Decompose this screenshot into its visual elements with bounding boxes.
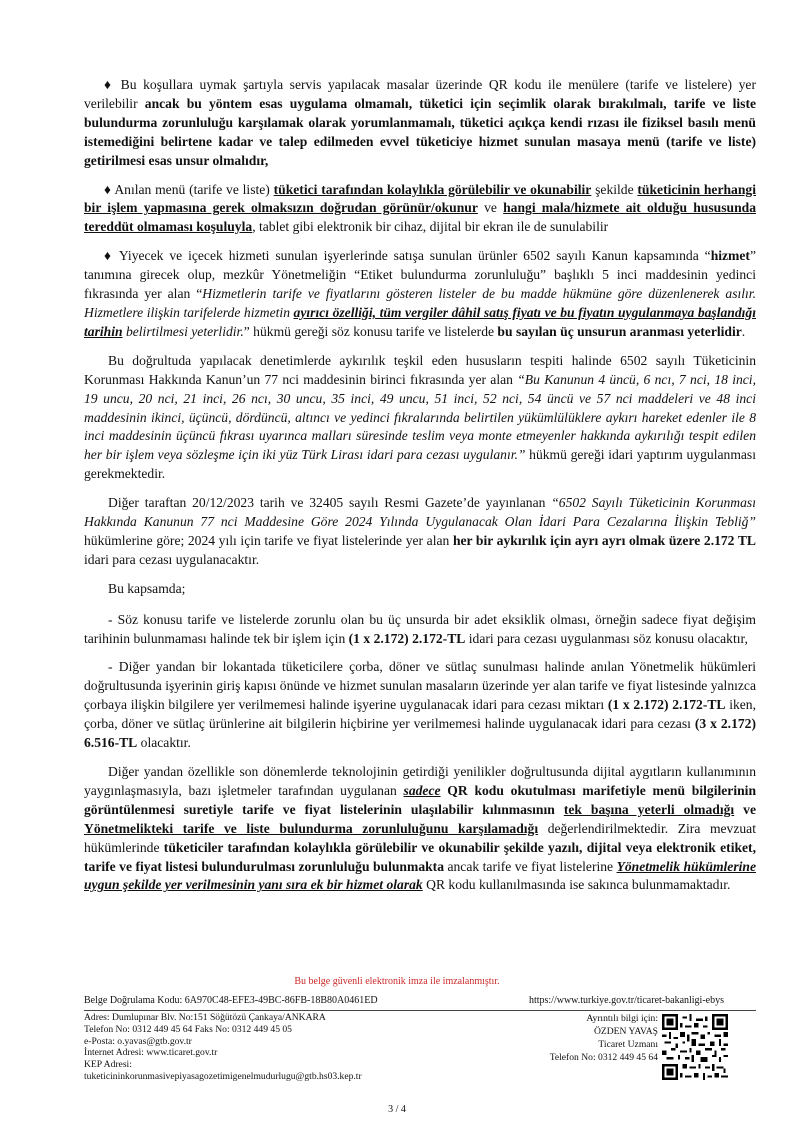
text-run: idari para cezası uygulanması söz konusu olacaktır,	[465, 630, 748, 646]
text-run: idari para cezası uygulanacaktır.	[84, 551, 260, 567]
text-run: ♦ Anılan menü (tarife ve liste)	[104, 181, 274, 197]
text-run: QR kodu kullanılmasında ise sakınca bulunmamaktadır.	[422, 877, 731, 893]
bold-run: her bir aykırılık için ayrı ayrı olmak üzere 2.172 TL	[452, 532, 756, 548]
contact-label: Ayrıntılı bilgi için:	[586, 1013, 658, 1024]
text-run: .	[741, 323, 746, 339]
text-run: - Diğer yandan bir lokantada tüketicilere çorba, döner ve sütlaç sunulması halinde anılan Yönetmelik hükümleri doğrultusunda işyerinin giriş kapısı önünde ve hizmet sunulan masaların üzerinde yer alan tarife ve fiyat listesinde yalnızca çorbaya ilişkin bilgilere yer verilmemesi halinde işyerine uygulanacak idari para cezası miktarı	[84, 659, 756, 713]
text-run: , tablet gibi elektronik bir cihaz, dijital bir ekran ile de sunulabilir	[252, 219, 609, 235]
bold-run: (1 x 2.172) 2.172-TL	[607, 697, 726, 713]
bold-run: ancak bu yöntem esas uygulama olmamalı, tüketici için seçimlik olarak bırakılmalı, tarife ve liste bulundurma zorunluluğu karşılamak olarak yorumlanmamalı, tüketici açıkça kendi rızası ile fiziksel basılı menü istemediğini belirtene kadar ve talep edilmeden evvel tüketiciye hizmet sunulan masaya menü (tarife ve liste) getirilmesi esas unsur olmalıdır,	[84, 95, 757, 168]
text-run: hükmü gereği idari yaptırım uygulanması gerekmektedir.	[84, 447, 757, 482]
text-run: iken, çorba, döner ve sütlaç ürünlerine ait bilgilerin hiçbirine yer verilmemesi halinde uygulanacak idari para cezası	[84, 697, 756, 732]
contact-title: Ticaret Uzmanı	[598, 1039, 658, 1050]
text-run: - Söz konusu tarife ve listelerde zorunlu olan bu üç unsurda bir adet eksiklik olması, örneğin sadece fiyat değişim tarihinin bulunmaması halinde tek bir işlem için	[84, 611, 756, 646]
bold-underline-run: Yönetmelikteki tarife ve liste bulundurma zorunluluğunu karşılamadığı	[84, 820, 539, 836]
verification-bar	[84, 995, 756, 1011]
paragraph-official-gazette	[84, 494, 756, 570]
text-run: ve	[477, 200, 504, 216]
paragraph-digital-menu	[84, 181, 756, 238]
page-number: 3 / 4	[388, 1104, 406, 1115]
italic-run: belirtilmesi yeterlidir.	[122, 323, 244, 339]
paragraph-qr-only-assessment	[84, 763, 756, 895]
footer-address-block	[84, 1012, 514, 1083]
paragraph-scope	[84, 580, 756, 599]
verification-url[interactable]: https://www.turkiye.gov.tr/ticaret-bakanligi-ebys	[528, 995, 724, 1006]
text-run: ” hükmü gereği söz konusu tarife ve listelerde	[243, 323, 498, 339]
text-run: ” tanımına girecek olup, mezkûr Yönetmeliğin “Etiket bulundurma zorunluluğu” başlıklı 5 inci maddesinin yedinci fıkrasında yer alan “	[84, 248, 756, 302]
text-run: Bu kapsamda;	[108, 580, 186, 596]
text-run: Diğer yandan özellikle son dönemlerde teknolojinin getirdiği yenilikler doğrultusunda dijital aygıtların kullanımının yaygınlaşmasıyla, bazı işletmeler tarafından uygulanan	[84, 764, 756, 798]
italic-run: Hizmetlerin tarife ve fiyatlarını gösteren listeler de bu madde hükmüne göre düzenlenerek asılır. Hizmetlere ilişkin tarifelerde hizmetin	[84, 286, 756, 320]
bold-italic-underline-run: sadece	[403, 782, 441, 798]
bold-underline-run: tüketicinin herhangi bir işlem yapmasına gerek olmaksızın doğrudan görünür/okunur	[84, 181, 756, 216]
text-run: Bu doğrultuda yapılacak denetimlerde aykırılık teşkil eden hususların tespiti halinde 6502 sayılı Tüketicinin Korunması Hakkında Kanun’un 77 nci maddesinin birinci fıkrasında yer alan	[84, 352, 756, 387]
footer-phone-fax: Telefon No: 0312 449 45 64 Faks No: 0312 449 45 05	[84, 1023, 292, 1035]
contact-block	[458, 1012, 658, 1064]
text-run: ancak tarife ve fiyat listelerine	[444, 858, 617, 874]
bold-underline-run: tüketici tarafından kolaylıkla görülebilir ve okunabilir	[273, 181, 592, 197]
bold-italic-underline-run: Yönetmelik hükümlerine uygun şekilde yer verilmesinin yanı sıra ek bir hizmet olarak	[84, 858, 756, 893]
footer-kep[interactable]: tuketicininkorunmasivepiyasagozetimigenelmudurlugu@gtb.hs03.kep.tr	[84, 1070, 362, 1082]
bold-run: hizmet	[710, 248, 750, 264]
paragraph-inspection	[84, 352, 756, 484]
text-run: şekilde	[591, 181, 638, 197]
bold-run: ve	[734, 801, 756, 817]
text-run: hükümlerine göre; 2024 yılı için tarife ve fiyat listelerinde yer alan	[84, 532, 453, 548]
text-run: değerlendirilmektedir. Zira mevzuat hükümlerinde	[84, 820, 756, 855]
verification-code: Belge Doğrulama Kodu: 6A970C48-EFE3-49BC-86FB-18B80A0461ED	[84, 995, 378, 1006]
bold-run: bu sayılan üç unsurun aranması yeterlidir	[497, 323, 742, 339]
footer-kep-label: KEP Adresi:	[84, 1059, 132, 1071]
footer-email[interactable]: e-Posta: o.yavas@gtb.gov.tr	[84, 1035, 192, 1047]
text-run: Diğer taraftan 20/12/2023 tarih ve 32405 sayılı Resmi Gazete’de yayınlanan	[108, 495, 552, 511]
paragraph-example-one	[84, 611, 756, 649]
italic-run: “6502 Sayılı Tüketicinin Korunması Hakkında Kanunun 77 nci Maddesine Göre 2024 Yılında Uygulanacak Olan İdari Para Cezalarına İlişkin Tebliğ”	[84, 495, 756, 530]
bold-underline-run: hangi mala/hizmete ait olduğu hususunda tereddüt olmaması koşuluyla	[84, 200, 756, 235]
bold-run: QR kodu okutulması marifetiyle menü bilgilerinin görüntülenmesi suretiyle tarife ve fiyat listelerinin ulaşılabilir kılınmasının	[84, 782, 756, 817]
footer-web[interactable]: İnternet Adresi: www.ticaret.gov.tr	[84, 1047, 218, 1059]
e-signature-note: Bu belge güvenli elektronik imza ile imzalanmıştır.	[294, 976, 500, 987]
bold-run: (1 x 2.172) 2.172-TL	[348, 630, 466, 646]
italic-run: “Bu Kanunun 4 üncü, 6 ncı, 7 nci, 18 inci, 19 uncu, 20 nci, 21 inci, 26 ncı, 30 uncu, 35 inci, 49 uncu, 51 inci, 52 nci, 54 üncü ve 57 nci maddeleri ve 48 inci maddesinin ikinci, üçüncü, dördüncü, altıncı ve yedinci fıkralarında belirtilen yükümlülüklere aykırı hareket edenler ile 8 inci maddesinin üçüncü fıkrası uyarınca malları süresinde teslim veya monte etmeyenler hakkında aykırılığı tespit edilen her bir işlem veya sözleşme için iki yüz Türk Lirası idari para cezası uygulanır.”	[84, 371, 756, 463]
bold-italic-underline-run: ayırıcı özelliği, tüm vergiler dâhil satış fiyatı ve bu fiyatın uygulanmaya başlandığı tarihin	[84, 304, 756, 339]
text-run: olacaktır.	[137, 735, 191, 751]
bold-underline-run: tek başına yeterli olmadığı	[563, 801, 735, 817]
contact-phone: Telefon No: 0312 449 45 64	[549, 1052, 658, 1063]
text-run: ♦ Bu koşullara uymak şartıyla servis yapılacak masalar üzerinde QR kodu ile menülere (tarife ve listelere) yer verilebilir	[84, 77, 756, 111]
qr-code-icon	[662, 1014, 728, 1080]
footer-address: Adres: Dumlupınar Blv. No:151 Söğütözü Çankaya/ANKARA	[84, 1012, 326, 1023]
paragraph-example-two	[84, 658, 756, 753]
bold-run: (3 x 2.172) 6.516-TL	[84, 716, 756, 751]
text-run: ♦ Yiyecek ve içecek hizmeti sunulan işyerlerinde satışa sunulan ürünler 6502 sayılı Kanun kapsamında “	[104, 248, 711, 264]
bold-run: tüketiciler tarafından kolaylıkla görülebilir ve okunabilir şekilde yazılı, dijital veya elektronik etiket, tarife ve fiyat listesi bulundurulması zorunluluğu bulunmakta	[84, 839, 756, 874]
paragraph-service-definition	[84, 247, 756, 342]
contact-name: ÖZDEN YAVAŞ	[593, 1026, 658, 1037]
document-body	[84, 76, 756, 905]
paragraph-qr-conditions	[84, 76, 756, 171]
